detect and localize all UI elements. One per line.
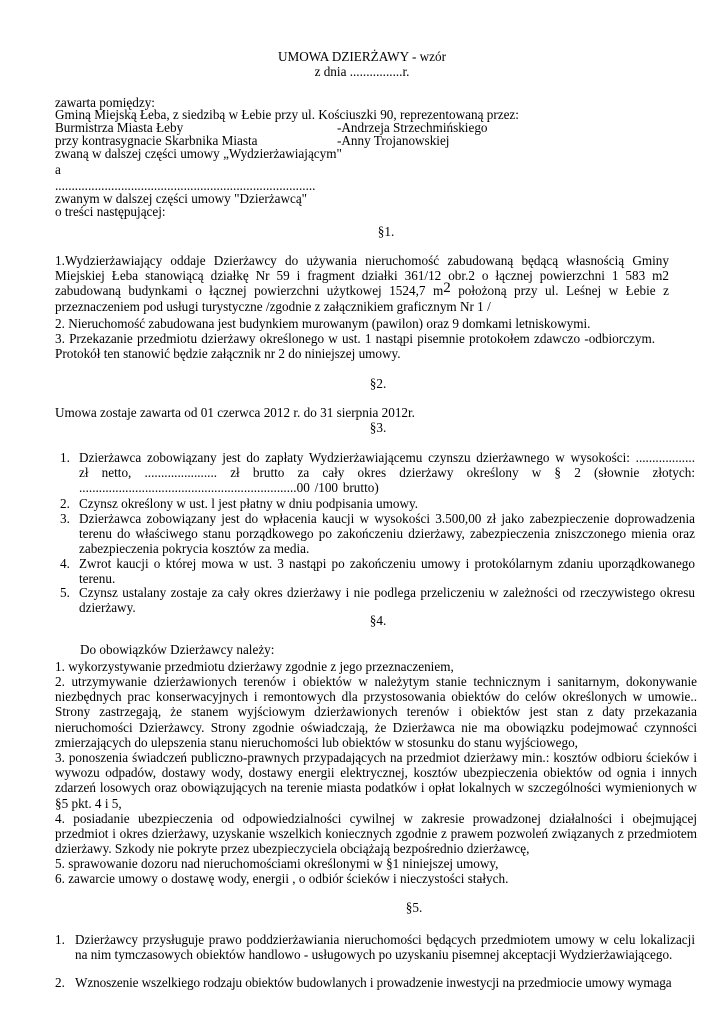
- section4-item-3: 3. ponoszenia świadczeń publiczno-prawnych przypadających na przedmiot dzierżawy min.: kosztów odbioru ścieków i wywozu odpadów, dostawy wody, dostawy energii elektrycznej, kosztów ubezpieczenia obiektów od ognia i innych zdarzeń losowych oraz obowiązujących na terenie miasta podatków i opłat lokalnych w szczególności wymienionych w §5 pkt. 4 i 5,: [55, 750, 697, 811]
- treasurer-name: -Anny Trojanowskiej: [337, 133, 450, 148]
- mayor-name: -Andrzeja Strzechmińskiego: [337, 120, 488, 135]
- section1-heading: §1.: [377, 224, 395, 239]
- section5-heading: §5.: [405, 900, 423, 915]
- section4-item-2: 2. utrzymywanie dzierżawionych terenów i obiektów w należytym stanie technicznym i sanitarnym, dokonywanie niezbędnych prac konserwacyjnych i remontowych dla przystosowania obiektów do celów określonych w umowie.. Strony zastrzegają, że stanem wyjściowym dzierżawionych terenów i obiektów jest stan z daty przekazania nieruchomości Dzierżawcy. Strony zgodnie oświadczają, że Dzierżawca nie ma obowiązku podejmować czynności zmierzających do ulepszenia stanu nieruchomości lub obiektów w stosunku do stanu wyjściowego,: [55, 674, 697, 750]
- section2-text: Umowa zostaje zawarta od 01 czerwca 2012 r. do 31 sierpnia 2012r.: [55, 405, 415, 420]
- mayor-role: Burmistrza Miasta Łeby: [55, 120, 184, 135]
- tenant-named-line: zwanym w dalszej części umowy "Dzierżawcą": [55, 191, 308, 206]
- section2-heading: §2.: [369, 376, 387, 391]
- content-intro: o treści następującej:: [55, 204, 166, 219]
- section3-item-3: Dzierżawca zobowiązany jest do wpłacenia kaucji w wysokości 3.500,00 zł jako zabezpieczenie doprowadzenia terenu do właściwego stanu porządkowego po zakończeniu dzierżawy, zabezpieczenia zniszczonego mienia oraz zabezpieczenia pokrycia kosztów za media.: [79, 511, 695, 557]
- section3-heading: §3.: [369, 420, 387, 435]
- section3-item-5: Czynsz ustalany zostaje za cały okres dzierżawy i nie podlega przeliczeniu w zależności od rzeczywistego okresu dzierżawy.: [79, 585, 695, 616]
- parties-intro: zawarta pomiędzy:: [55, 95, 155, 110]
- municipality-line: Gminą Miejską Łeba, z siedzibą w Łebie przy ul. Kościuszki 90, reprezentowaną przez:: [55, 107, 519, 122]
- section4-item-6: 6. zawarcie umowy o dostawę wody, energii , o odbiór ścieków i nieczystości stałych.: [55, 871, 509, 886]
- tenant-blank-line: ...............................................................................: [55, 178, 316, 193]
- section3-item-1: Dzierżawca zobowiązany jest do zapłaty Wydzierżawiającemu czynszu dzierżawnego w wysokości: .................. zł netto, ...................... zł brutto za cały okres dzierżawy określony w § 2 (słownie złotych: ..................................................................00 /100 brutto): [79, 450, 695, 496]
- section4-item-4: 4. posiadanie ubezpieczenia od odpowiedzialności cywilnej w zakresie prowadzonej działalności i obejmującej przedmiot i okres dzierżawy, uzyskanie wszelkich koniecznych zgodnie z prawem pozwoleń związanych z przedmiotem dzierżawy. Szkody nie pokryte przez ubezpieczyciela obciążają bezpośrednio dzierżawcę,: [55, 811, 697, 857]
- section5-item-1: Dzierżawcy przysługuje prawo poddzierżawiania nieruchomości będących przedmiotem umowy w celu lokalizacji na nim tymczasowych obiektów handlowo - usługowych po uzyskaniu pisemnej akceptacji Wydzierżawiającego.: [75, 932, 695, 963]
- superscript-2: 2: [443, 280, 451, 297]
- section1-paragraph-3: 3. Przekazanie przedmiotu dzierżawy określonego w ust. 1 nastąpi pisemnie protokołem zdawczo -odbiorczym. Protokół ten stanowić będzie załącznik nr 2 do niniejszej umowy.: [55, 331, 655, 362]
- document-date: z dnia ................r.: [314, 64, 410, 79]
- and-conjunction: a: [55, 162, 61, 177]
- section3-item-2: Czynsz określony w ust. l jest płatny w dniu podpisania umowy.: [79, 496, 419, 511]
- section1-paragraph-2: 2. Nieruchomość zabudowana jest budynkiem murowanym (pawilon) oraz 9 domkami letniskowymi.: [55, 316, 591, 331]
- section4-item-5: 5. sprawowanie dozoru nad nieruchomościami określonymi w §1 niniejszej umowy,: [55, 856, 499, 871]
- section5-item-2: Wznoszenie wszelkiego rodzaju obiektów budowlanych i prowadzenie inwestycji na przedmiocie umowy wymaga: [75, 975, 672, 990]
- treasurer-role: przy kontrasygnacie Skarbnika Miasta: [55, 133, 258, 148]
- section3-item-1-num: 1.: [60, 450, 70, 465]
- section1-paragraph-1: 1.Wydzierżawiający oddaje Dzierżawcy do używania nieruchomość zabudowaną będącą własnością Gminy Miejskiej Łeba stanowiącą działkę Nr 59 i fragment działki 361/12 obr.2 o łącznej powierzchni 1 583 m2 zabudowaną budynkami o łącznej powierzchni użytkowej 1524,7 $m^2$ położoną przy ul. Leśnej w Łebie z przeznaczeniem pod usługi turystyczne /zgodnie z załącznikiem graficznym Nr 1 /: [55, 253, 669, 314]
- section4-item-1: 1. wykorzystywanie przedmiotu dzierżawy zgodnie z jego przeznaczeniem,: [55, 659, 454, 674]
- section3-item-3-num: 3.: [60, 511, 70, 526]
- section5-item-2-num: 2.: [55, 975, 65, 990]
- lessor-named-line: zwaną w dalszej części umowy „Wydzierżawiającym": [55, 146, 342, 161]
- section5-item-1-num: 1.: [55, 932, 65, 947]
- section3-item-4-num: 4.: [60, 556, 70, 571]
- section4-heading: §4.: [369, 613, 387, 628]
- document-title: UMOWA DZIERŻAWY - wzór: [277, 49, 447, 64]
- section3-item-4: Zwrot kaucji o której mowa w ust. 3 nastąpi po zakończeniu umowy i protokólarnym zdaniu uporządkowanego terenu.: [79, 556, 695, 587]
- section3-item-2-num: 2.: [60, 496, 70, 511]
- section4-intro: Do obowiązków Dzierżawcy należy:: [80, 642, 275, 657]
- section3-item-5-num: 5.: [60, 585, 70, 600]
